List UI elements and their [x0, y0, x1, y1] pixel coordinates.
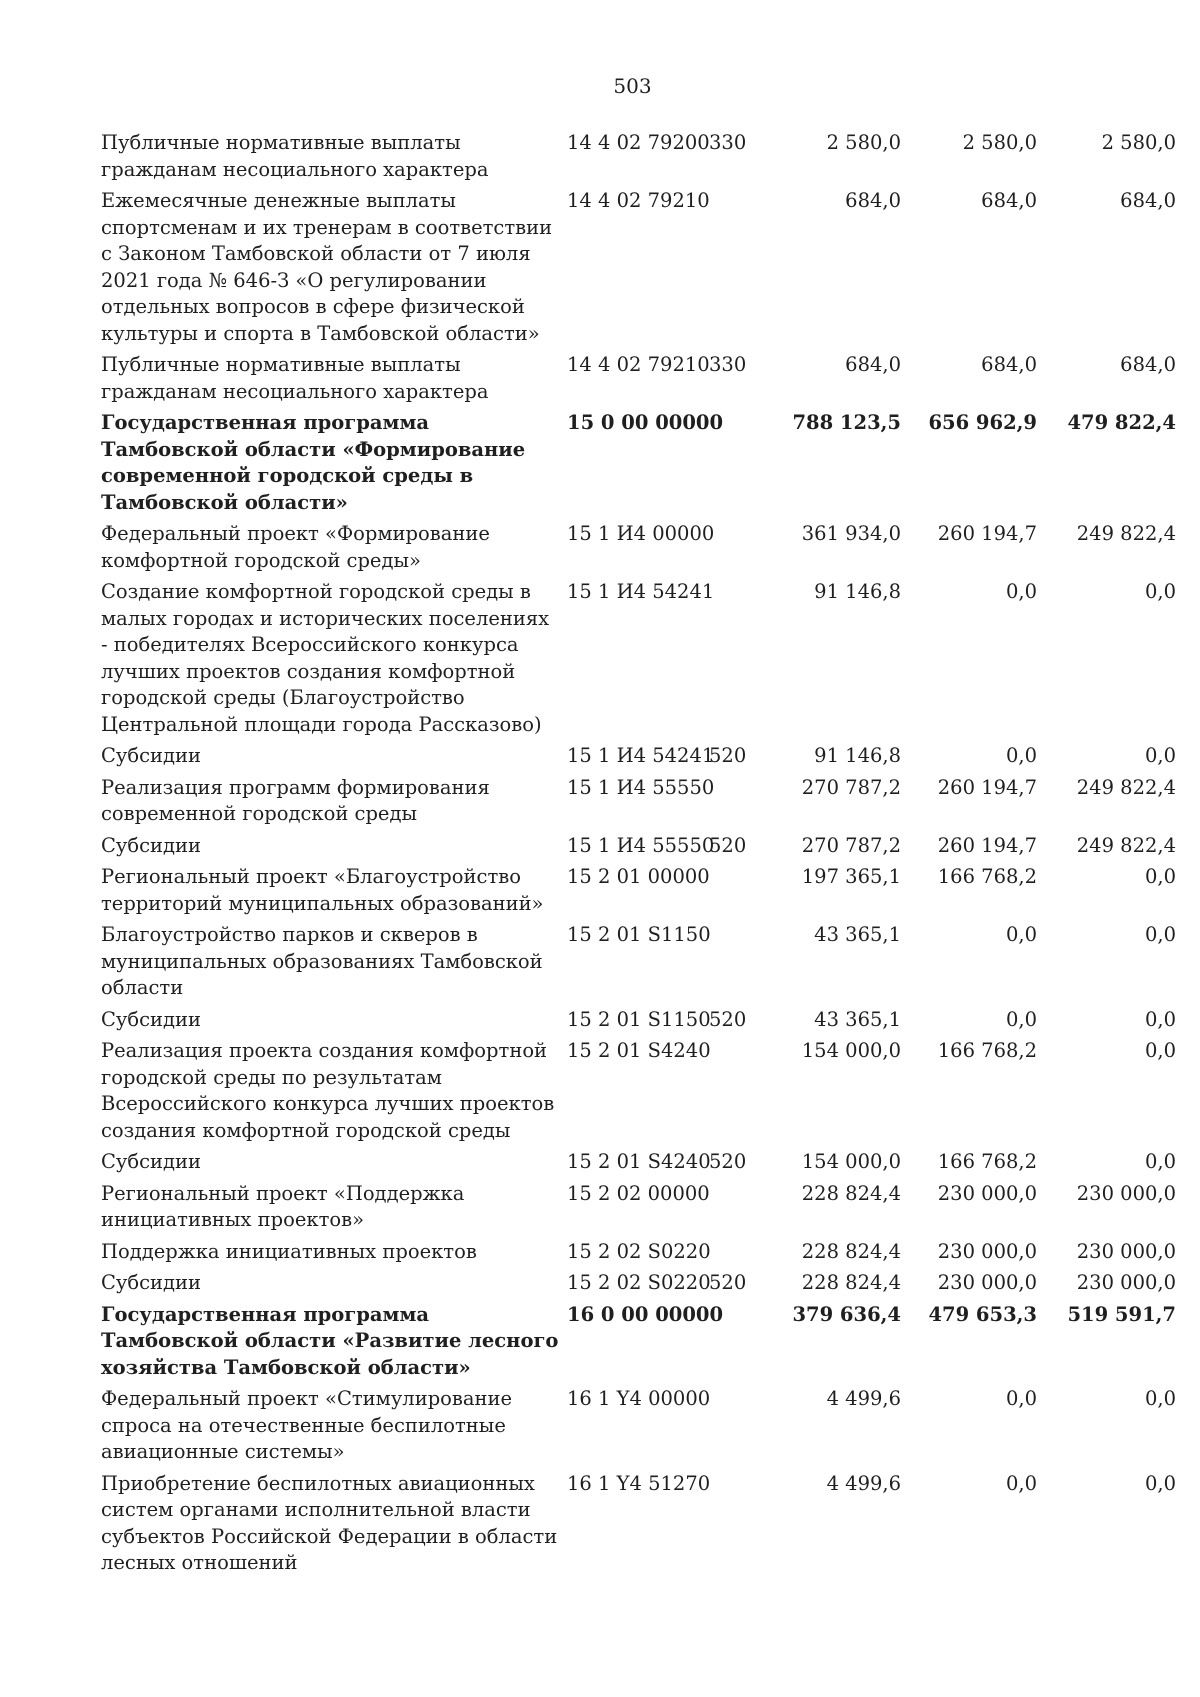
row-value-3: 230 000,0 — [1076, 1239, 1176, 1263]
table-row — [101, 833, 1176, 865]
row-code: 15 1 И4 54241 — [567, 580, 715, 603]
row-name: Субсидии — [101, 1007, 202, 1031]
row-value-3: 249 822,4 — [1076, 833, 1176, 857]
row-name: Реализация проекта создания комфортной городской среды по результатам Всероссийского конкурса лучших проектов создания комфортной городской среды — [101, 1039, 555, 1142]
row-expense-type: 520 — [709, 1271, 747, 1294]
row-value-1: 43 365,1 — [814, 923, 901, 946]
table-row — [101, 579, 1176, 743]
row-value-3: 0,0 — [1144, 1150, 1176, 1173]
row-code: 15 1 И4 54241 — [567, 744, 715, 767]
table-row — [101, 1471, 1176, 1582]
row-value-2: 230 000,0 — [937, 1181, 1037, 1205]
row-value-3: 684,0 — [1120, 353, 1176, 376]
row-value-3: 249 822,4 — [1076, 775, 1176, 799]
row-value-3: 0,0 — [1144, 1007, 1176, 1031]
table-row — [101, 1149, 1176, 1181]
row-code: 15 1 И4 55550 — [567, 775, 715, 799]
row-expense-type: 520 — [709, 1007, 747, 1031]
row-value-1: 361 934,0 — [801, 522, 901, 545]
row-value-1: 684,0 — [845, 353, 901, 376]
row-value-1: 197 365,1 — [801, 865, 901, 888]
row-value-2: 656 962,9 — [928, 411, 1037, 434]
row-value-1: 91 146,8 — [814, 744, 901, 767]
row-code: 15 0 00 00000 — [567, 411, 724, 434]
row-value-1: 4 499,6 — [826, 1471, 901, 1495]
row-code: 15 2 01 00000 — [567, 865, 710, 888]
row-value-3: 0,0 — [1144, 580, 1176, 603]
row-value-2: 479 653,3 — [928, 1302, 1037, 1326]
row-value-3: 519 591,7 — [1067, 1302, 1176, 1326]
row-value-2: 684,0 — [981, 189, 1037, 212]
row-name: Субсидии — [101, 833, 202, 857]
table-row — [101, 922, 1176, 1007]
row-value-2: 230 000,0 — [937, 1239, 1037, 1263]
row-value-3: 249 822,4 — [1076, 522, 1176, 545]
table-row — [101, 521, 1176, 579]
row-name: Реализация программ формирования современной городской среды — [101, 775, 490, 825]
row-name: Публичные нормативные выплаты гражданам несоциального характера — [101, 353, 489, 403]
row-name: Региональный проект «Поддержка инициативных проектов» — [101, 1181, 465, 1231]
row-value-3: 479 822,4 — [1067, 411, 1176, 434]
row-expense-type: 330 — [709, 353, 747, 376]
table-row — [101, 1038, 1176, 1149]
row-code: 16 0 00 00000 — [567, 1302, 724, 1326]
row-value-3: 0,0 — [1144, 744, 1176, 767]
row-code: 15 1 И4 00000 — [567, 522, 715, 545]
row-code: 15 2 02 00000 — [567, 1181, 710, 1205]
row-value-3: 230 000,0 — [1076, 1181, 1176, 1205]
row-expense-type: 520 — [709, 833, 747, 857]
row-expense-type: 330 — [709, 131, 747, 154]
row-code: 16 1 Y4 00000 — [567, 1387, 711, 1410]
row-expense-type — [701, 1386, 765, 1471]
row-value-2: 0,0 — [1005, 1387, 1037, 1410]
table-row — [101, 188, 1176, 352]
table-row — [101, 1239, 1176, 1271]
row-expense-type: 520 — [709, 744, 747, 767]
table-row — [101, 410, 1176, 521]
page-number: 503 — [613, 74, 652, 98]
row-code: 15 2 02 S0220 — [567, 1239, 711, 1263]
row-value-3: 684,0 — [1120, 189, 1176, 212]
table-row — [101, 864, 1176, 922]
row-value-2: 260 194,7 — [937, 833, 1037, 857]
table-row — [101, 1270, 1176, 1302]
row-value-1: 4 499,6 — [826, 1387, 901, 1410]
row-value-3: 230 000,0 — [1076, 1271, 1176, 1294]
row-value-3: 0,0 — [1144, 1039, 1176, 1062]
row-value-1: 270 787,2 — [801, 775, 901, 799]
row-name: Государственная программа Тамбовской области «Формирование современной городской среды в Тамбовской области» — [101, 411, 526, 514]
row-expense-type — [701, 188, 765, 352]
row-value-3: 0,0 — [1144, 1471, 1176, 1495]
row-name: Публичные нормативные выплаты гражданам несоциального характера — [101, 131, 489, 181]
row-code: 16 1 Y4 51270 — [567, 1471, 711, 1495]
row-value-2: 0,0 — [1005, 1007, 1037, 1031]
row-value-1: 91 146,8 — [814, 580, 901, 603]
row-name: Государственная программа Тамбовской области «Развитие лесного хозяйства Тамбовской области» — [101, 1302, 559, 1379]
row-name: Приобретение беспилотных авиационных систем органами исполнительной власти субъектов Российской Федерации в области лесных отношений — [101, 1471, 558, 1574]
row-value-3: 0,0 — [1144, 1387, 1176, 1410]
row-value-1: 154 000,0 — [801, 1150, 901, 1173]
row-value-2: 0,0 — [1005, 580, 1037, 603]
row-name: Создание комфортной городской среды в малых городах и исторических поселениях - победителях Всероссийского конкурса лучших проектов создания комфортной городской среды (Благоустройство Центральной площади города Рассказово) — [101, 580, 550, 736]
row-value-1: 270 787,2 — [801, 833, 901, 857]
row-name: Федеральный проект «Формирование комфортной городской среды» — [101, 522, 490, 572]
row-value-1: 379 636,4 — [792, 1302, 901, 1326]
row-code: 15 2 02 S0220 — [567, 1271, 711, 1294]
row-value-2: 166 768,2 — [937, 865, 1037, 888]
row-value-2: 0,0 — [1005, 1471, 1037, 1495]
row-value-1: 228 824,4 — [801, 1239, 901, 1263]
row-value-2: 0,0 — [1005, 744, 1037, 767]
row-value-1: 43 365,1 — [814, 1007, 901, 1031]
row-name: Субсидии — [101, 1271, 202, 1294]
row-name: Субсидии — [101, 744, 202, 767]
row-value-1: 228 824,4 — [801, 1181, 901, 1205]
row-code: 15 1 И4 55550 — [567, 833, 715, 857]
row-name: Поддержка инициативных проектов — [101, 1239, 477, 1263]
row-value-2: 2 580,0 — [962, 131, 1037, 154]
row-name: Субсидии — [101, 1150, 202, 1173]
row-expense-type — [701, 864, 765, 922]
row-value-1: 228 824,4 — [801, 1271, 901, 1294]
row-value-1: 154 000,0 — [801, 1039, 901, 1062]
row-name: Федеральный проект «Стимулирование спроса на отечественные беспилотные авиационные системы» — [101, 1387, 513, 1463]
row-name: Ежемесячные денежные выплаты спортсменам и их тренерам в соответствии с Законом Тамбовской области от 7 июля 2021 года № 646-З «О регулировании отдельных вопросов в сфере физической культуры и спорта в Тамбовской области» — [101, 189, 553, 345]
row-value-2: 260 194,7 — [937, 775, 1037, 799]
table-row — [101, 352, 1176, 410]
row-value-2: 230 000,0 — [937, 1271, 1037, 1294]
row-code: 15 2 01 S4240 — [567, 1039, 711, 1062]
table-body — [101, 130, 1176, 1582]
row-code: 15 2 01 S1150 — [567, 923, 711, 946]
table-row — [101, 775, 1176, 833]
row-value-1: 2 580,0 — [826, 131, 901, 154]
row-name: Благоустройство парков и скверов в муниципальных образованиях Тамбовской области — [101, 923, 543, 999]
row-value-1: 684,0 — [845, 189, 901, 212]
budget-table — [101, 130, 1176, 1582]
table-row — [101, 1302, 1176, 1387]
row-code: 15 2 01 S4240 — [567, 1150, 711, 1173]
table-row — [101, 1181, 1176, 1239]
row-value-2: 0,0 — [1005, 923, 1037, 946]
row-value-3: 2 580,0 — [1101, 131, 1176, 154]
row-code: 14 4 02 79210 — [567, 189, 710, 212]
row-expense-type — [701, 1471, 765, 1582]
row-value-3: 0,0 — [1144, 923, 1176, 946]
row-value-2: 260 194,7 — [937, 522, 1037, 545]
table-row — [101, 1007, 1176, 1039]
row-value-2: 166 768,2 — [937, 1150, 1037, 1173]
row-value-2: 684,0 — [981, 353, 1037, 376]
row-value-2: 166 768,2 — [937, 1039, 1037, 1062]
table-row — [101, 130, 1176, 188]
row-value-1: 788 123,5 — [792, 411, 901, 434]
table-row — [101, 743, 1176, 775]
row-expense-type — [701, 579, 765, 743]
row-code: 15 2 01 S1150 — [567, 1007, 711, 1031]
table-row — [101, 1386, 1176, 1471]
row-value-3: 0,0 — [1144, 865, 1176, 888]
row-code: 14 4 02 79210 — [567, 353, 710, 376]
row-expense-type — [701, 1181, 765, 1239]
row-expense-type: 520 — [709, 1150, 747, 1173]
row-code: 14 4 02 79200 — [567, 131, 710, 154]
row-name: Региональный проект «Благоустройство территорий муниципальных образований» — [101, 865, 544, 915]
